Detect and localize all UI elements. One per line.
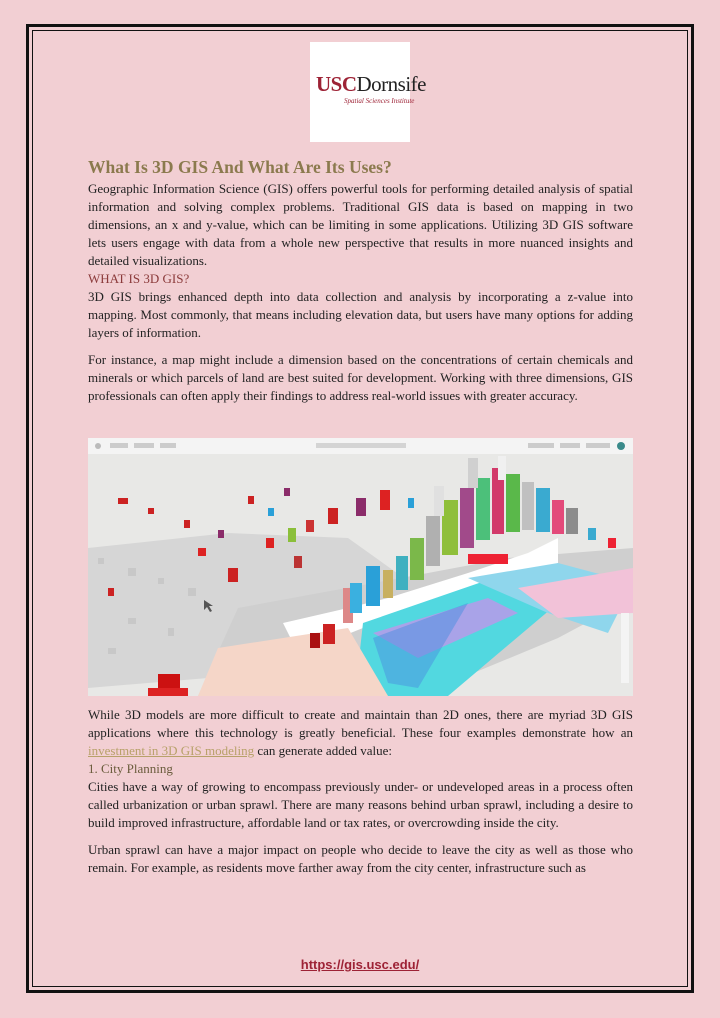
- city-planning-paragraph-1: Cities have a way of growing to encompass previously under- or undeveloped areas in a process often called urbanization or urban sprawl. There are many reasons behind urban sprawl, including a desire to build improved infrastructure, affordable land or tax rates, or overcrowding inside the city.: [88, 779, 633, 830]
- section1-paragraph-1: 3D GIS brings enhanced depth into data collection and analysis by incorporating a z-value into mapping. Most commonly, that means including elevation data, but users have many options for adding layers of information.: [88, 289, 633, 340]
- city-planning-paragraph-2: Urban sprawl can have a major impact on people who decide to leave the city as well as those who remain. For example, as residents move farther away from the city center, infrastructure such as: [88, 842, 633, 875]
- intro-paragraph: Geographic Information Science (GIS) offers powerful tools for performing detailed analysis of spatial information and solving complex problems. Traditional GIS data is based on mapping in two dimensions, an x and y-value, which can be limiting in some applications. Utilizing 3D GIS software lets users engage with data from a whole new perspective that results in more nuanced insights and detailed visualizations.: [88, 181, 633, 268]
- article-body-continued: [88, 706, 633, 877]
- 3d-gis-city-map-image: [88, 438, 633, 696]
- logo-wordmark: [316, 72, 426, 97]
- investment-link[interactable]: investment in 3D GIS modeling: [88, 743, 255, 758]
- city-planning-heading: 1. City Planning: [88, 761, 173, 776]
- logo-subtitle: Spatial Sciences Institute: [344, 97, 415, 105]
- usc-dornsife-logo: [310, 42, 426, 142]
- article-body: [88, 156, 633, 405]
- article-title: What Is 3D GIS And What Are Its Uses?: [88, 157, 392, 177]
- section1-paragraph-2: For instance, a map might include a dimension based on the concentrations of certain chemicals and minerals or which parcels of land are best suited for development. Working with three dimensions, GIS professionals can often apply their findings to address real-world issues with greater accuracy.: [88, 352, 633, 403]
- applications-text-1: While 3D models are more difficult to create and maintain than 2D ones, there are myriad 3D GIS applications where this technology is greatly beneficial. These four examples demonstrate how an: [88, 707, 633, 740]
- section-heading-what-is-3d-gis: WHAT IS 3D GIS?: [88, 271, 190, 286]
- footer-url-link[interactable]: https://gis.usc.edu/: [300, 957, 420, 972]
- logo-dornsife: Dornsife: [356, 72, 426, 96]
- applications-text-2: can generate added value:: [254, 743, 392, 758]
- applications-paragraph: [88, 706, 633, 760]
- logo-usc: USC: [316, 72, 357, 96]
